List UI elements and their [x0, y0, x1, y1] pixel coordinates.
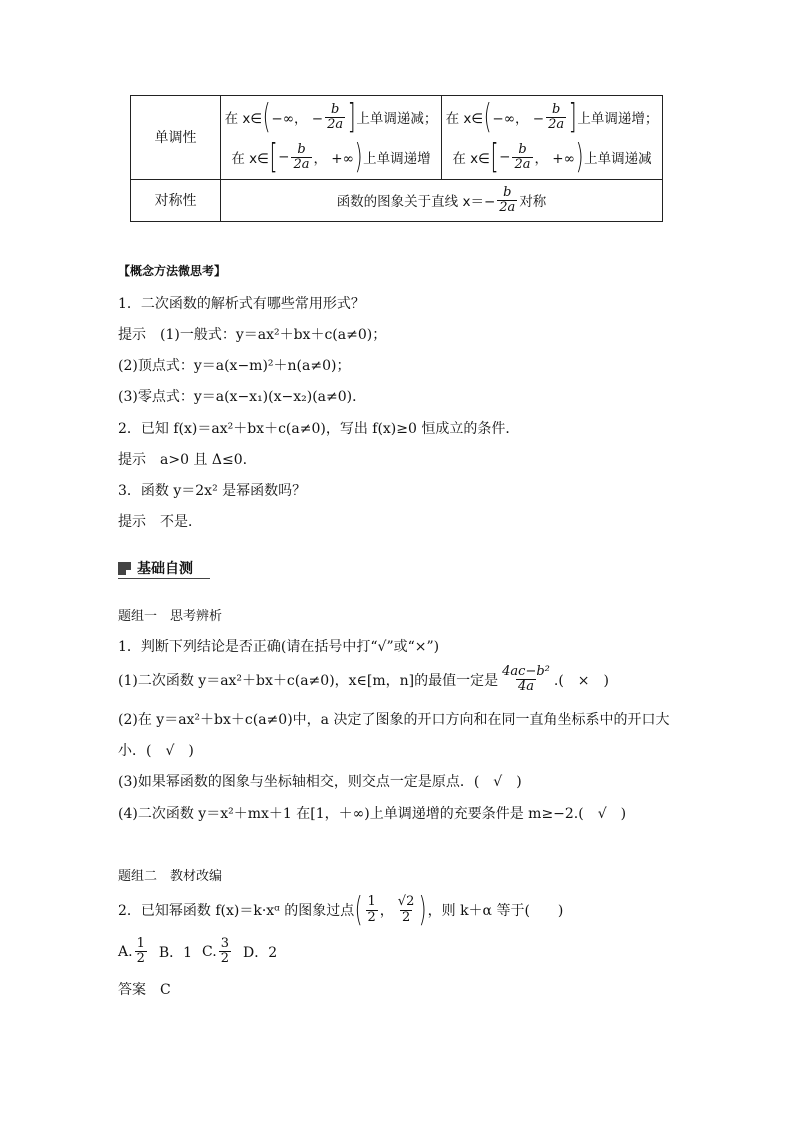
think-answer-1-line1: 提示 (1)一般式：y＝ax²＋bx＋c(a≠0)； — [118, 327, 387, 343]
symmetry-cell: 函数的图象关于直线 x＝− $\frac{b}{2a}$ 对称 — [221, 179, 663, 221]
group2-heading: 题组二 教材改编 — [118, 869, 223, 884]
group2-question: 2．已知幂函数 f(x)＝k·xᵅ 的图象过点 ( $\frac{1}{2}$ ， $\frac{√2}{2}$ ) ，则 k＋α 等于( ) — [118, 890, 564, 930]
mono-left-line1: 在 x∈ ( −∞， − $\frac{b}{2a}$ ] 上单调递减； — [224, 97, 438, 138]
group1-statement-2b: 小．( √ ) — [118, 743, 194, 759]
fraction: $\frac{b}{2a}$ — [548, 101, 565, 132]
fraction: $\frac{b}{2a}$ — [327, 101, 344, 132]
think-question-3: 3．函数 y＝2x² 是幂函数吗？ — [118, 483, 307, 499]
think-question-1: 1．二次函数的解析式有哪些常用形式？ — [118, 296, 365, 312]
section-square-icon — [118, 562, 131, 575]
monotonicity-a-negative — [442, 96, 663, 180]
think-answer-3: 提示 不是． — [118, 514, 202, 530]
mono-right-line1: 在 x∈ ( −∞， − $\frac{b}{2a}$ ] 上单调递增； — [445, 97, 659, 138]
fraction: $\frac{√2}{2}$ — [397, 894, 415, 925]
fraction: $\frac{b}{2a}$ — [514, 141, 531, 172]
monotonicity-a-positive — [221, 96, 442, 180]
fraction: $\frac{1}{2}$ — [136, 936, 145, 967]
think-answer-2: 提示 a>0 且 Δ≤0. — [118, 452, 248, 468]
think-question-2: 2．已知 f(x)＝ax²＋bx＋c(a≠0)，写出 f(x)≥0 恒成立的条件． — [118, 421, 520, 437]
group1-statement-1: (1)二次函数 y＝ax²＋bx＋c(a≠0)，x∈[m，n]的最值一定是 $\frac{\text{4ac−b²}}{4a}$ .( × ) — [118, 664, 609, 695]
group1-statement-4: (4)二次函数 y＝x²＋mx＋1 在[1，＋∞)上单调递增的充要条件是 m≥−2.( √ ) — [118, 806, 627, 822]
group1-question: 1．判断下列结论是否正确(请在括号中打“√”或“×”) — [118, 639, 440, 655]
symmetry-row — [131, 179, 663, 221]
monotonicity-row — [131, 96, 663, 180]
group1-heading: 题组一 思考辨析 — [118, 609, 223, 624]
fraction: $\frac{b}{2a}$ — [499, 184, 516, 215]
mono-right-line2: 在 x∈ [ − $\frac{b}{2a}$ ， +∞ ) 上单调递减 — [452, 137, 652, 178]
section-heading: 基础自测 — [118, 558, 210, 579]
group1-statement-3: (3)如果幂函数的图象与坐标轴相交，则交点一定是原点．( √ ) — [118, 774, 522, 790]
group2-answer: 答案 C — [118, 982, 171, 998]
fraction: $\frac{\text{4ac−b²}}{4a}$ — [502, 664, 550, 695]
fraction: $\frac{3}{2}$ — [220, 936, 229, 967]
think-heading: 【概念方法微思考】 — [118, 264, 227, 278]
fraction: $\frac{1}{2}$ — [367, 894, 376, 925]
property-table — [130, 95, 663, 222]
think-answer-1-line3: (3)零点式：y＝a(x−x₁)(x−x₂)(a≠0)． — [118, 389, 367, 405]
group2-options: A. $\frac{1}{2}$ B．1 C. $\frac{3}{2}$ D．2 — [118, 936, 278, 967]
group1-statement-2a: (2)在 y＝ax²＋bx＋c(a≠0)中，a 决定了图象的开口方向和在同一直角坐标系中的开口大 — [118, 712, 670, 728]
monotonicity-header: 单调性 — [131, 96, 221, 180]
symmetry-header: 对称性 — [131, 179, 221, 221]
mono-left-line2: 在 x∈ [ − $\frac{b}{2a}$ ， +∞ ) 上单调递增 — [231, 137, 431, 178]
think-answer-1-line2: (2)顶点式：y＝a(x−m)²＋n(a≠0)； — [118, 358, 351, 374]
fraction: $\frac{b}{2a}$ — [293, 141, 310, 172]
